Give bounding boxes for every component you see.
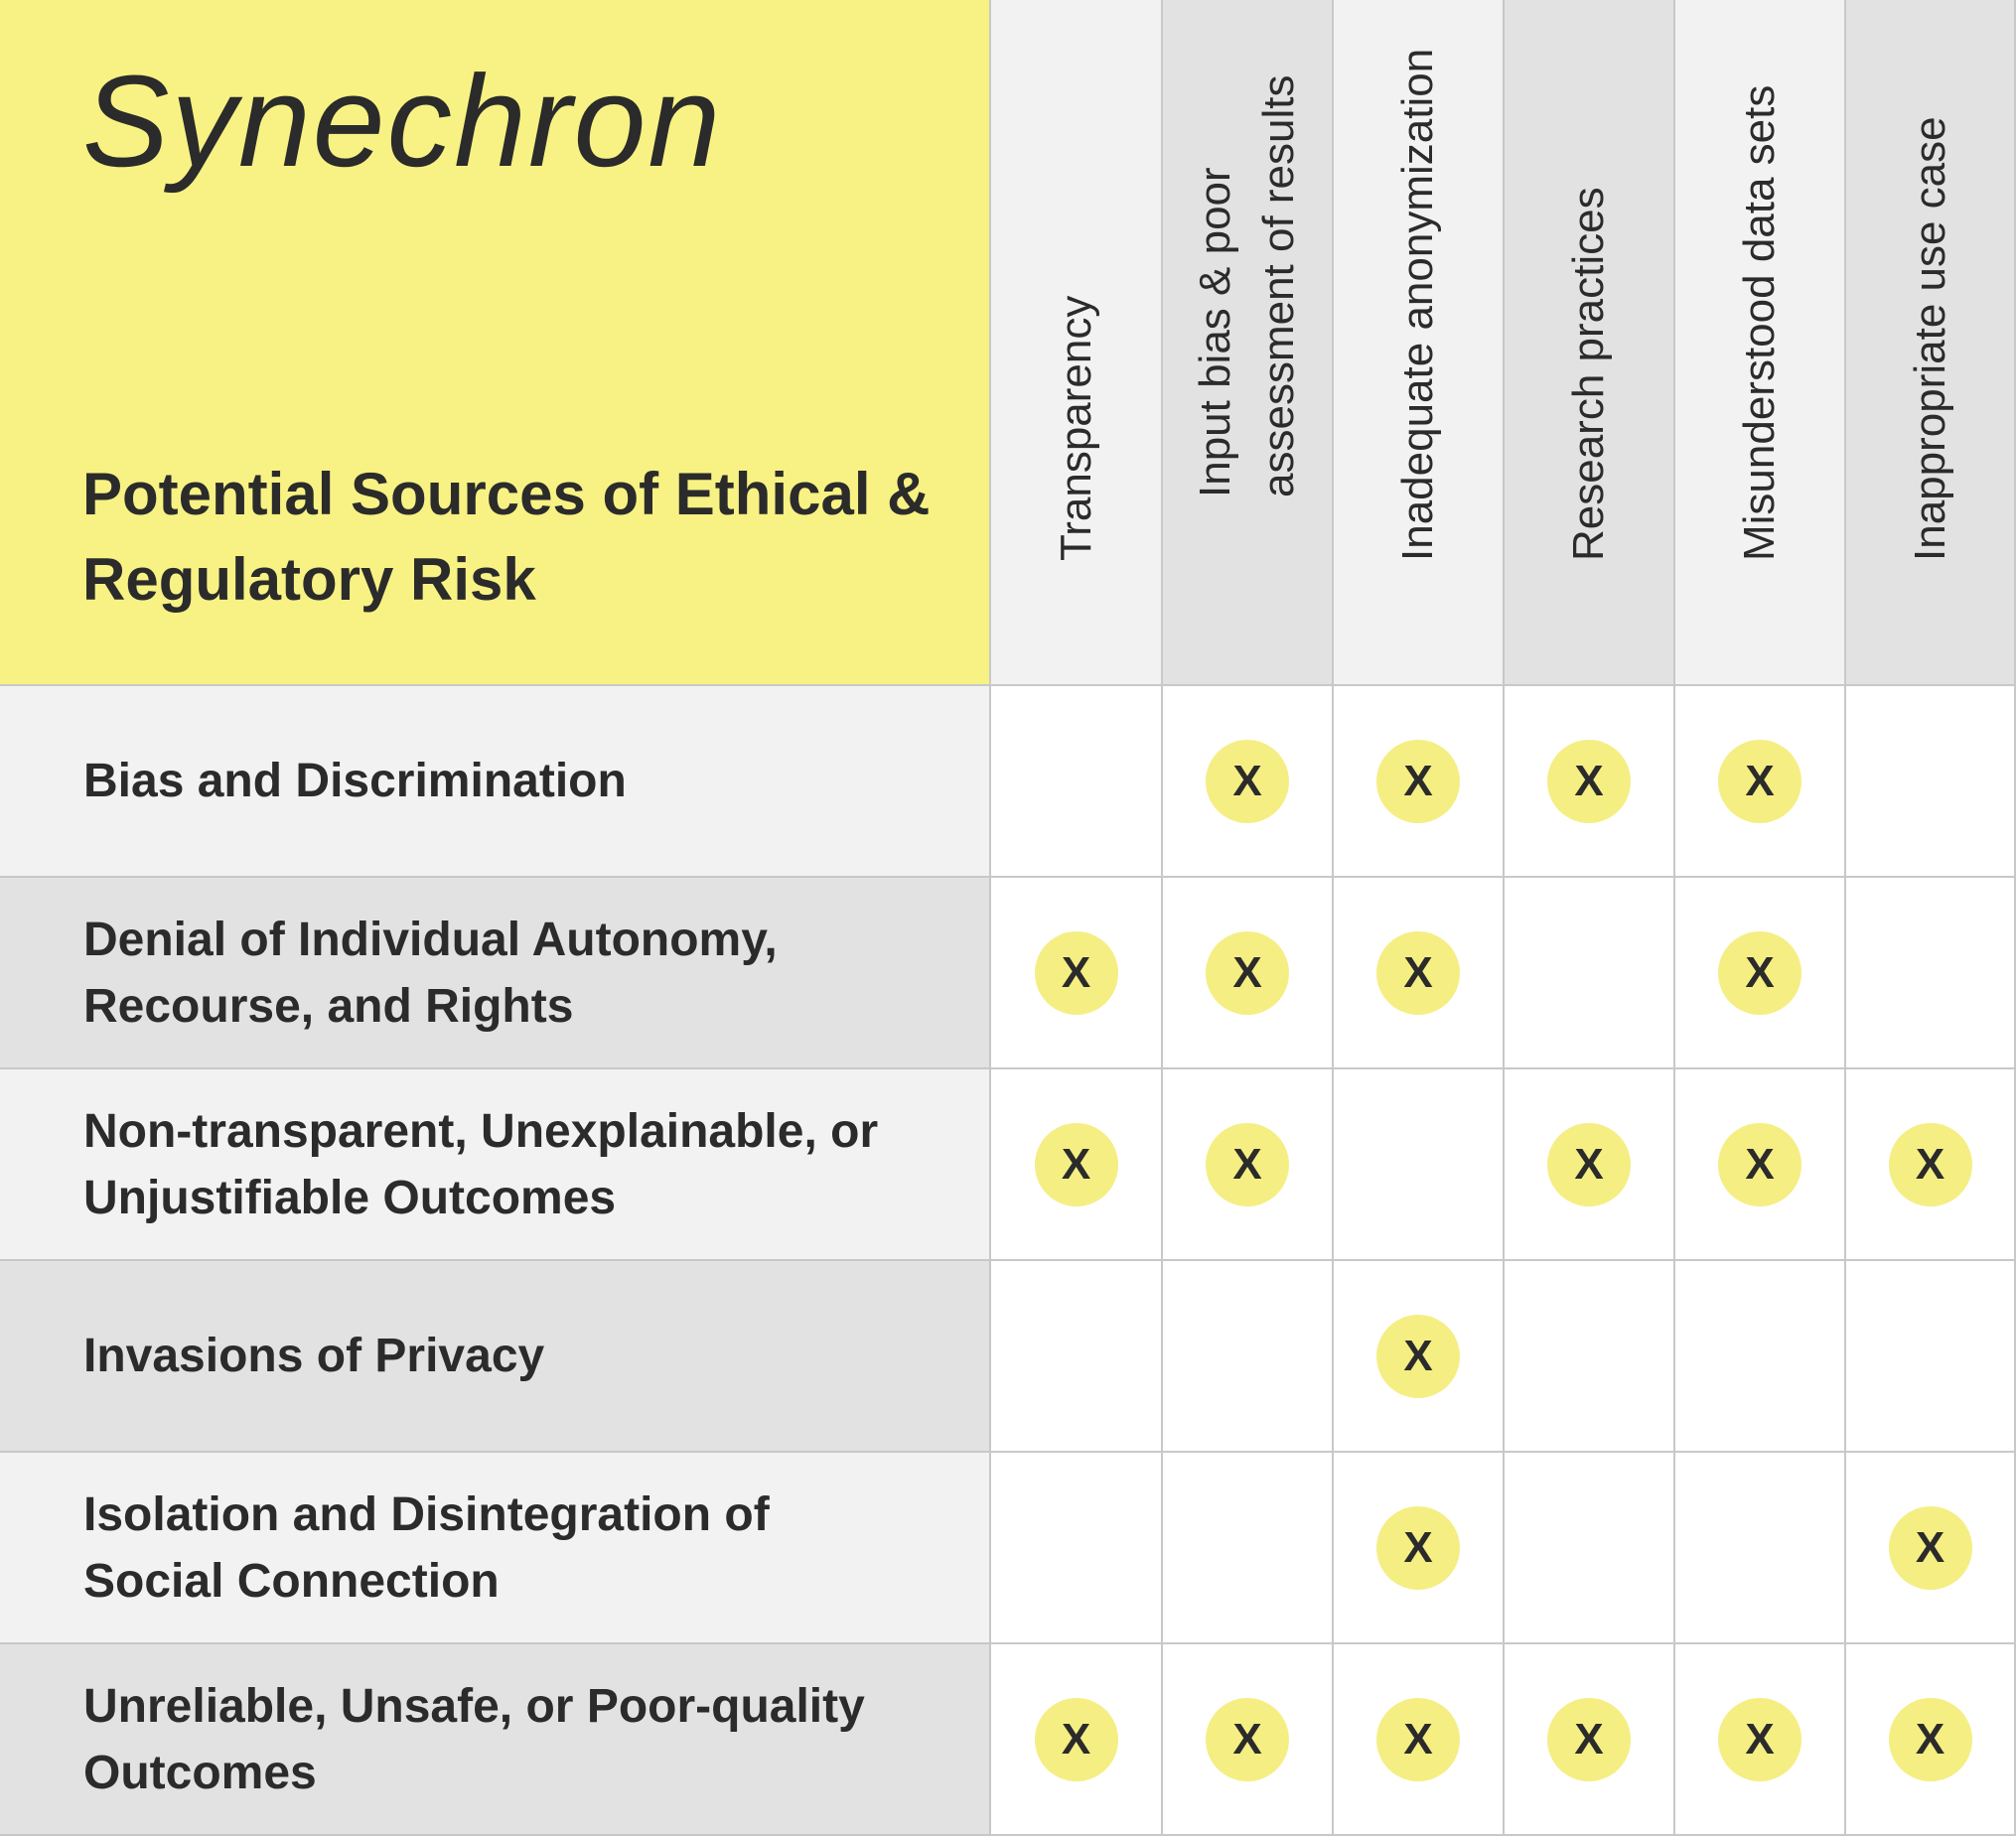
matrix-cell [1505,1453,1675,1644]
row-header [0,686,991,878]
risk-mark: X [1547,740,1631,823]
column-header-label: Research practices [1564,187,1613,561]
risk-mark: X [1376,740,1460,823]
risk-mark: X [1206,1698,1289,1781]
row-header [0,1261,991,1453]
column-header-label: Inadequate anonymization [1393,48,1442,561]
risk-mark: X [1206,740,1289,823]
row-header [0,1069,991,1261]
risk-mark: X [1547,1698,1631,1781]
matrix-cell [1846,1261,2016,1453]
matrix-cell [1163,1261,1334,1453]
matrix-cell [1505,1644,1675,1836]
matrix-cell [1675,878,1846,1069]
matrix-cell [1675,1069,1846,1261]
matrix-cell [1505,686,1675,878]
risk-mark: X [1035,1698,1118,1781]
column-header-label: Misunderstood data sets [1735,84,1784,561]
risk-mark: X [1376,1506,1460,1590]
matrix-cell [1334,1261,1505,1453]
column-header-label: Transparency [1051,295,1100,561]
risk-mark: X [1035,1123,1118,1206]
column-header [1846,0,2016,686]
matrix-cell [1334,1644,1505,1836]
brand-logo: Synechron [82,48,723,194]
matrix-cell [1163,686,1334,878]
matrix-cell [991,878,1163,1069]
row-header-label: Denial of Individual Autonomy, Recourse, and Rights [83,913,778,1033]
column-header [991,0,1163,686]
risk-mark: X [1547,1123,1631,1206]
column-header [1163,0,1334,686]
matrix-cell [1163,1644,1334,1836]
risk-mark: X [1889,1698,1972,1781]
risk-mark: X [1718,1123,1801,1206]
column-header [1505,0,1675,686]
matrix-cell [1334,1453,1505,1644]
matrix-cell [1675,686,1846,878]
column-header-label: Input bias & poor assessment of results [1191,74,1303,497]
risk-mark: X [1376,1698,1460,1781]
matrix-cell [991,1644,1163,1836]
row-header-label: Isolation and Disintegration of Social Connection [83,1487,770,1608]
matrix-cell [991,1069,1163,1261]
matrix-cell [991,1261,1163,1453]
risk-mark: X [1376,931,1460,1015]
row-header [0,878,991,1069]
matrix-cell [1505,1069,1675,1261]
matrix-cell [991,686,1163,878]
row-header [0,1453,991,1644]
risk-mark: X [1206,931,1289,1015]
matrix-cell [1505,878,1675,1069]
matrix-cell [1334,686,1505,878]
matrix-cell [1675,1644,1846,1836]
risk-mark: X [1206,1123,1289,1206]
matrix-cell [1846,1453,2016,1644]
matrix-cell [1505,1261,1675,1453]
table-title: Potential Sources of Ethical & Regulatory Risk [82,461,931,613]
matrix-cell [1334,1069,1505,1261]
matrix-cell [1334,878,1505,1069]
matrix-cell [1846,1644,2016,1836]
row-header-label: Unreliable, Unsafe, or Poor-quality Outcomes [83,1679,865,1799]
row-header-label: Bias and Discrimination [83,755,627,807]
matrix-cell [1675,1453,1846,1644]
matrix-cell [1675,1261,1846,1453]
row-header [0,1644,991,1836]
column-header [1334,0,1505,686]
column-header [1675,0,1846,686]
header-block [0,0,991,686]
risk-mark: X [1718,1698,1801,1781]
matrix-cell [1846,878,2016,1069]
risk-mark: X [1889,1506,1972,1590]
column-header-label: Inappropriate use case [1905,116,1954,561]
matrix-cell [1163,1069,1334,1261]
risk-mark: X [1376,1315,1460,1398]
risk-mark: X [1718,740,1801,823]
matrix-cell [991,1453,1163,1644]
risk-mark: X [1718,931,1801,1015]
matrix-cell [1846,686,2016,878]
matrix-cell [1163,878,1334,1069]
matrix-cell [1846,1069,2016,1261]
row-header-label: Invasions of Privacy [83,1330,545,1382]
risk-mark: X [1035,931,1118,1015]
risk-mark: X [1889,1123,1972,1206]
matrix-cell [1163,1453,1334,1644]
row-header-label: Non-transparent, Unexplainable, or Unjustifiable Outcomes [83,1104,879,1224]
